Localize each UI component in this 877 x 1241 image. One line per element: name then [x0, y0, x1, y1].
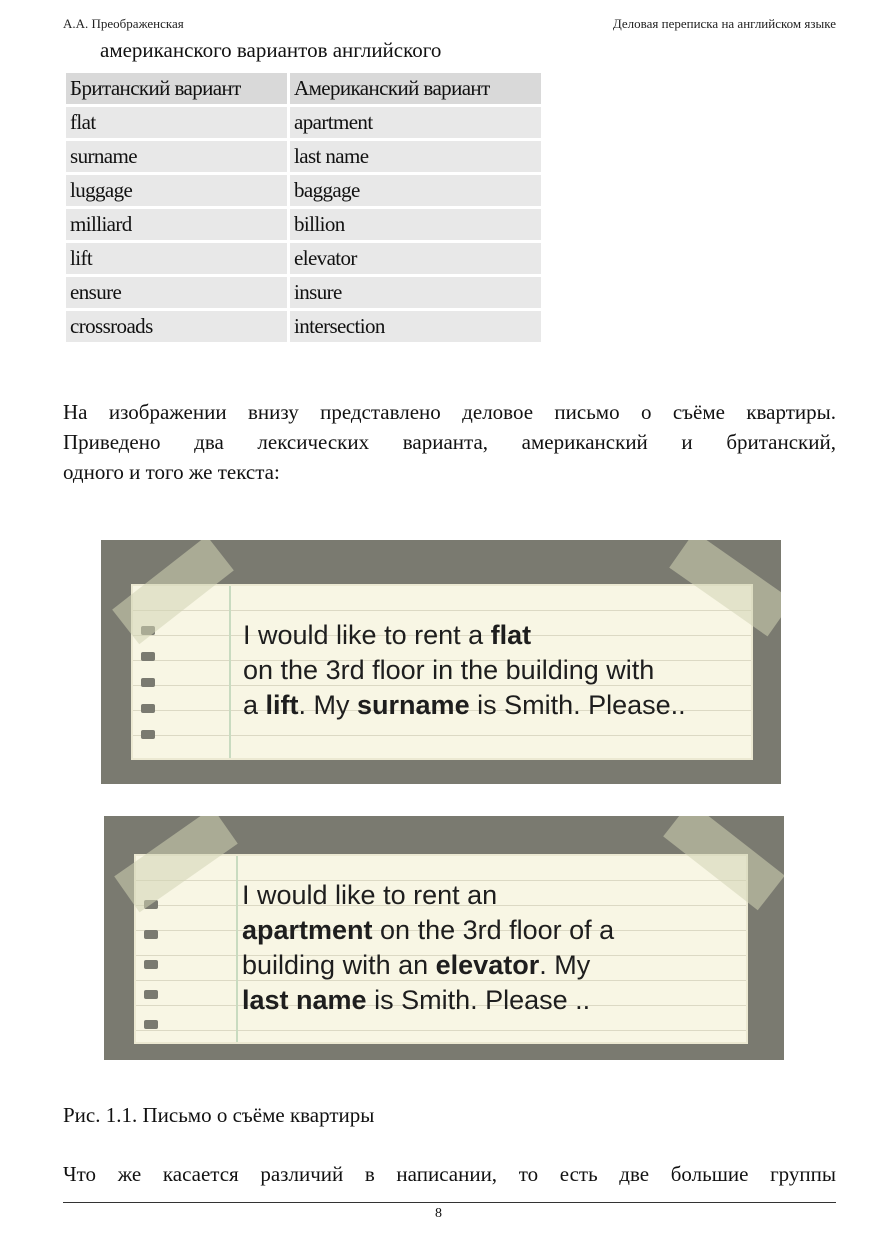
british-term: crossroads: [66, 311, 287, 342]
page-number: 8: [435, 1206, 442, 1221]
binder-hole: [144, 960, 158, 969]
british-term: milliard: [66, 209, 287, 240]
american-term: intersection: [290, 311, 541, 342]
british-american-terms-table: [63, 70, 544, 345]
margin-line: [236, 856, 238, 1042]
highlight-word-lift: lift: [265, 690, 299, 720]
text-fragment: is Smith. Please ..: [366, 985, 591, 1015]
table-row: [66, 209, 541, 240]
intro-line: На изображении внизу представлено деловое письмо о съёме квартиры.: [63, 400, 836, 424]
american-term: billion: [290, 209, 541, 240]
text-fragment: building with an: [242, 950, 436, 980]
text-fragment: . My: [539, 950, 591, 980]
table-header-row: [66, 73, 541, 104]
british-term: luggage: [66, 175, 287, 206]
column-header-british: Британский вариант: [66, 73, 287, 104]
text-fragment: is Smith. Please..: [469, 690, 686, 720]
running-header: [63, 16, 836, 36]
binder-hole: [144, 1020, 158, 1029]
intro-line: одного и того же текста:: [63, 460, 280, 484]
text-fragment: on the 3rd floor of a: [372, 915, 615, 945]
binder-hole: [141, 652, 155, 661]
figure-caption: Рис. 1.1. Письмо о съёме квартиры: [63, 1103, 375, 1127]
american-term: apartment: [290, 107, 541, 138]
table-row: [66, 311, 541, 342]
header-book-title: Деловая переписка на английском языке: [612, 16, 836, 31]
british-term: lift: [66, 243, 287, 274]
footer-divider: [63, 1202, 836, 1203]
highlight-word-last-name: last name: [242, 985, 367, 1015]
american-term: baggage: [290, 175, 541, 206]
british-letter-text: [243, 618, 686, 723]
british-letter-image: [101, 540, 781, 784]
text-fragment: . My: [298, 690, 358, 720]
binder-hole: [144, 930, 158, 939]
table-row: [66, 175, 541, 206]
british-term: ensure: [66, 277, 287, 308]
text-line: on the 3rd floor in the building with: [243, 655, 655, 685]
table-row: [66, 277, 541, 308]
text-line: I would like to rent an: [242, 880, 498, 910]
closing-paragraph: Что же касается различий в написании, то есть две большие группы: [63, 1162, 836, 1186]
american-term: insure: [290, 277, 541, 308]
table-row: [66, 243, 541, 274]
binder-hole: [141, 704, 155, 713]
american-letter-image: [104, 816, 784, 1060]
text-fragment: a: [243, 690, 266, 720]
american-term: elevator: [290, 243, 541, 274]
text-fragment: I would like to rent a: [243, 620, 491, 650]
american-letter-text: [242, 878, 614, 1018]
margin-line: [229, 586, 231, 758]
column-header-american: Американский вариант: [290, 73, 541, 104]
header-author: А.А. Преображенская: [63, 16, 184, 31]
highlight-word-surname: surname: [357, 690, 470, 720]
binder-hole: [141, 678, 155, 687]
american-term: last name: [290, 141, 541, 172]
highlight-word-apartment: apartment: [242, 915, 373, 945]
intro-line: Приведено два лексических варианта, американский и британский,: [63, 430, 836, 454]
table-row: [66, 141, 541, 172]
binder-hole: [144, 990, 158, 999]
highlight-word-elevator: elevator: [435, 950, 540, 980]
binder-hole: [141, 730, 155, 739]
table-row: [66, 107, 541, 138]
british-term: surname: [66, 141, 287, 172]
british-term: flat: [66, 107, 287, 138]
highlight-word-flat: flat: [490, 620, 532, 650]
table-caption: американского вариантов английского: [100, 38, 442, 62]
